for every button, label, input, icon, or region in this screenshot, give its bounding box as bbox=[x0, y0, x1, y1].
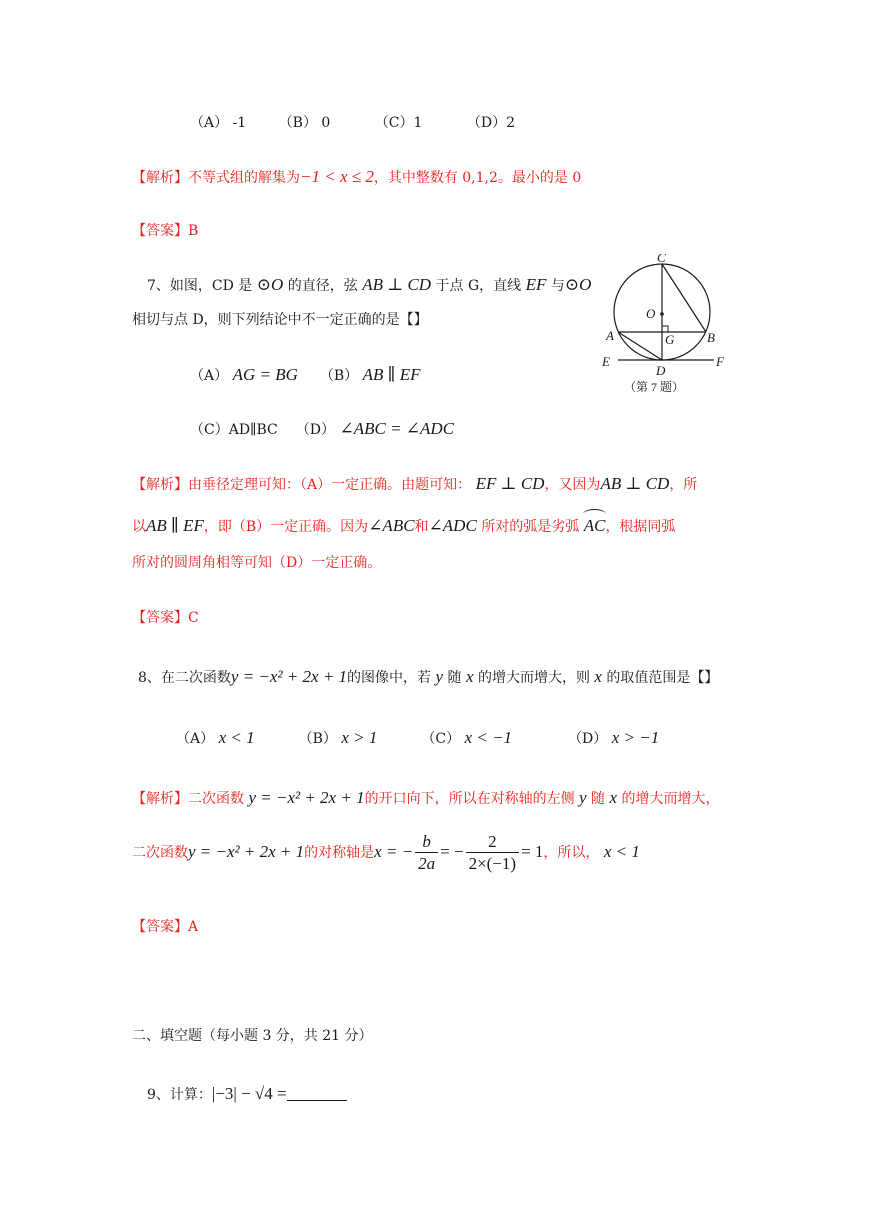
label-c: C bbox=[657, 254, 666, 265]
q6-solution-math: −1 < x ≤ 2 bbox=[300, 167, 374, 186]
label-d: D bbox=[656, 363, 666, 378]
line-ad bbox=[618, 332, 662, 360]
q7-options-cd: （C）AD∥BC （D） ∠ABC = ∠ADC bbox=[190, 419, 455, 438]
q7-option-b: AB ∥ EF bbox=[362, 365, 421, 384]
section-title: 二、填空题（每小题 3 分，共 21 分） bbox=[132, 1028, 373, 1044]
label-e: E bbox=[602, 354, 610, 369]
q8-options: （A） x < 1 （B） x > 1 （C） x < −1 （D） x > −1 bbox=[176, 728, 660, 747]
label-g: G bbox=[665, 332, 675, 347]
q7-options-ab: （A） AG = BG （B） AB ∥ EF bbox=[190, 365, 421, 384]
q6-options bbox=[190, 113, 515, 133]
q7-stem-line1: 7、如图，CD 是 ⊙O 的直径，弦 AB ⊥ CD 于点 G，直线 EF 与⊙O bbox=[147, 275, 592, 294]
q9-stem: 9、计算：|−3| − √4 = bbox=[147, 1084, 347, 1105]
analysis-label: 【解析】 bbox=[132, 170, 188, 186]
q7-option-c: （C）AD∥BC bbox=[190, 422, 278, 438]
center-dot bbox=[660, 312, 664, 316]
q6-analysis: 【解析】不等式组的解集为−1 < x ≤ 2，其中整数有 0,1,2。最小的是 0 bbox=[132, 167, 582, 186]
label-o: O bbox=[646, 306, 656, 321]
q6-answer: 【答案】B bbox=[132, 223, 199, 239]
q8-option-d: x > −1 bbox=[611, 728, 660, 747]
q8-analysis-line2: 二次函数y = −x² + 2x + 1的对称轴是x = − $\frac{b}{2a}$ = − $\frac{2}{2\times(-1)}$ = 1，所以， x < 1 bbox=[132, 831, 640, 873]
q6-option-c: （C）1 bbox=[374, 115, 423, 131]
q6-option-a: （A） -1 bbox=[190, 115, 247, 131]
fraction-2-over-denom: $\frac{2}{2\times(-1)}$ bbox=[466, 832, 520, 875]
q7-analysis-line1: 【解析】由垂径定理可知：（A）一定正确。由题可知： EF ⊥ CD，又因为AB ⊥ CD，所 bbox=[132, 474, 698, 493]
q8-option-c: x < −1 bbox=[464, 728, 513, 747]
fraction-b-over-2a: $\frac{b}{2a}$ bbox=[415, 832, 438, 875]
q6-option-d: （D）2 bbox=[466, 115, 515, 131]
analysis-label: 【解析】 bbox=[132, 477, 188, 493]
q7-analysis-line3: 所对的圆周角相等可知（D）一定正确。 bbox=[132, 555, 382, 571]
figure-caption: （第 7 题） bbox=[624, 380, 685, 394]
q8-stem: 8、在二次函数y = −x² + 2x + 1的图像中，若 y 随 x 的增大而增大，则 x 的取值范围是【】 bbox=[138, 667, 719, 686]
q7-option-a: AG = BG bbox=[232, 365, 298, 384]
label-b: B bbox=[707, 330, 715, 345]
label-f: F bbox=[716, 354, 724, 369]
answer-blank[interactable] bbox=[287, 1084, 347, 1101]
analysis-label: 【解析】 bbox=[132, 791, 188, 807]
arc-ac: AC bbox=[583, 516, 606, 535]
label-a: A bbox=[606, 328, 614, 343]
q9-expression: |−3| − √4 = bbox=[211, 1084, 287, 1103]
q8-option-b: x > 1 bbox=[341, 728, 378, 747]
line-cb bbox=[662, 264, 706, 332]
q8-analysis-line1: 【解析】二次函数 y = −x² + 2x + 1的开口向下，所以在对称轴的左侧 y 随 x 的增大而增大， bbox=[132, 788, 720, 807]
q8-option-a: x < 1 bbox=[218, 728, 255, 747]
q8-answer: 【答案】A bbox=[132, 919, 199, 935]
q7-option-d: ∠ABC = ∠ADC bbox=[339, 419, 455, 438]
q7-circle-figure bbox=[596, 254, 736, 399]
q6-option-b: （B） 0 bbox=[278, 115, 331, 131]
q7-stem-line2: 相切与点 D，则下列结论中不一定正确的是【】 bbox=[132, 312, 428, 328]
q7-answer: 【答案】C bbox=[132, 610, 199, 626]
q7-analysis-line2: 以AB ∥ EF，即（B）一定正确。因为∠ABC和∠ADC 所对的弧是劣弧 AC，根据同弧 bbox=[132, 516, 676, 535]
